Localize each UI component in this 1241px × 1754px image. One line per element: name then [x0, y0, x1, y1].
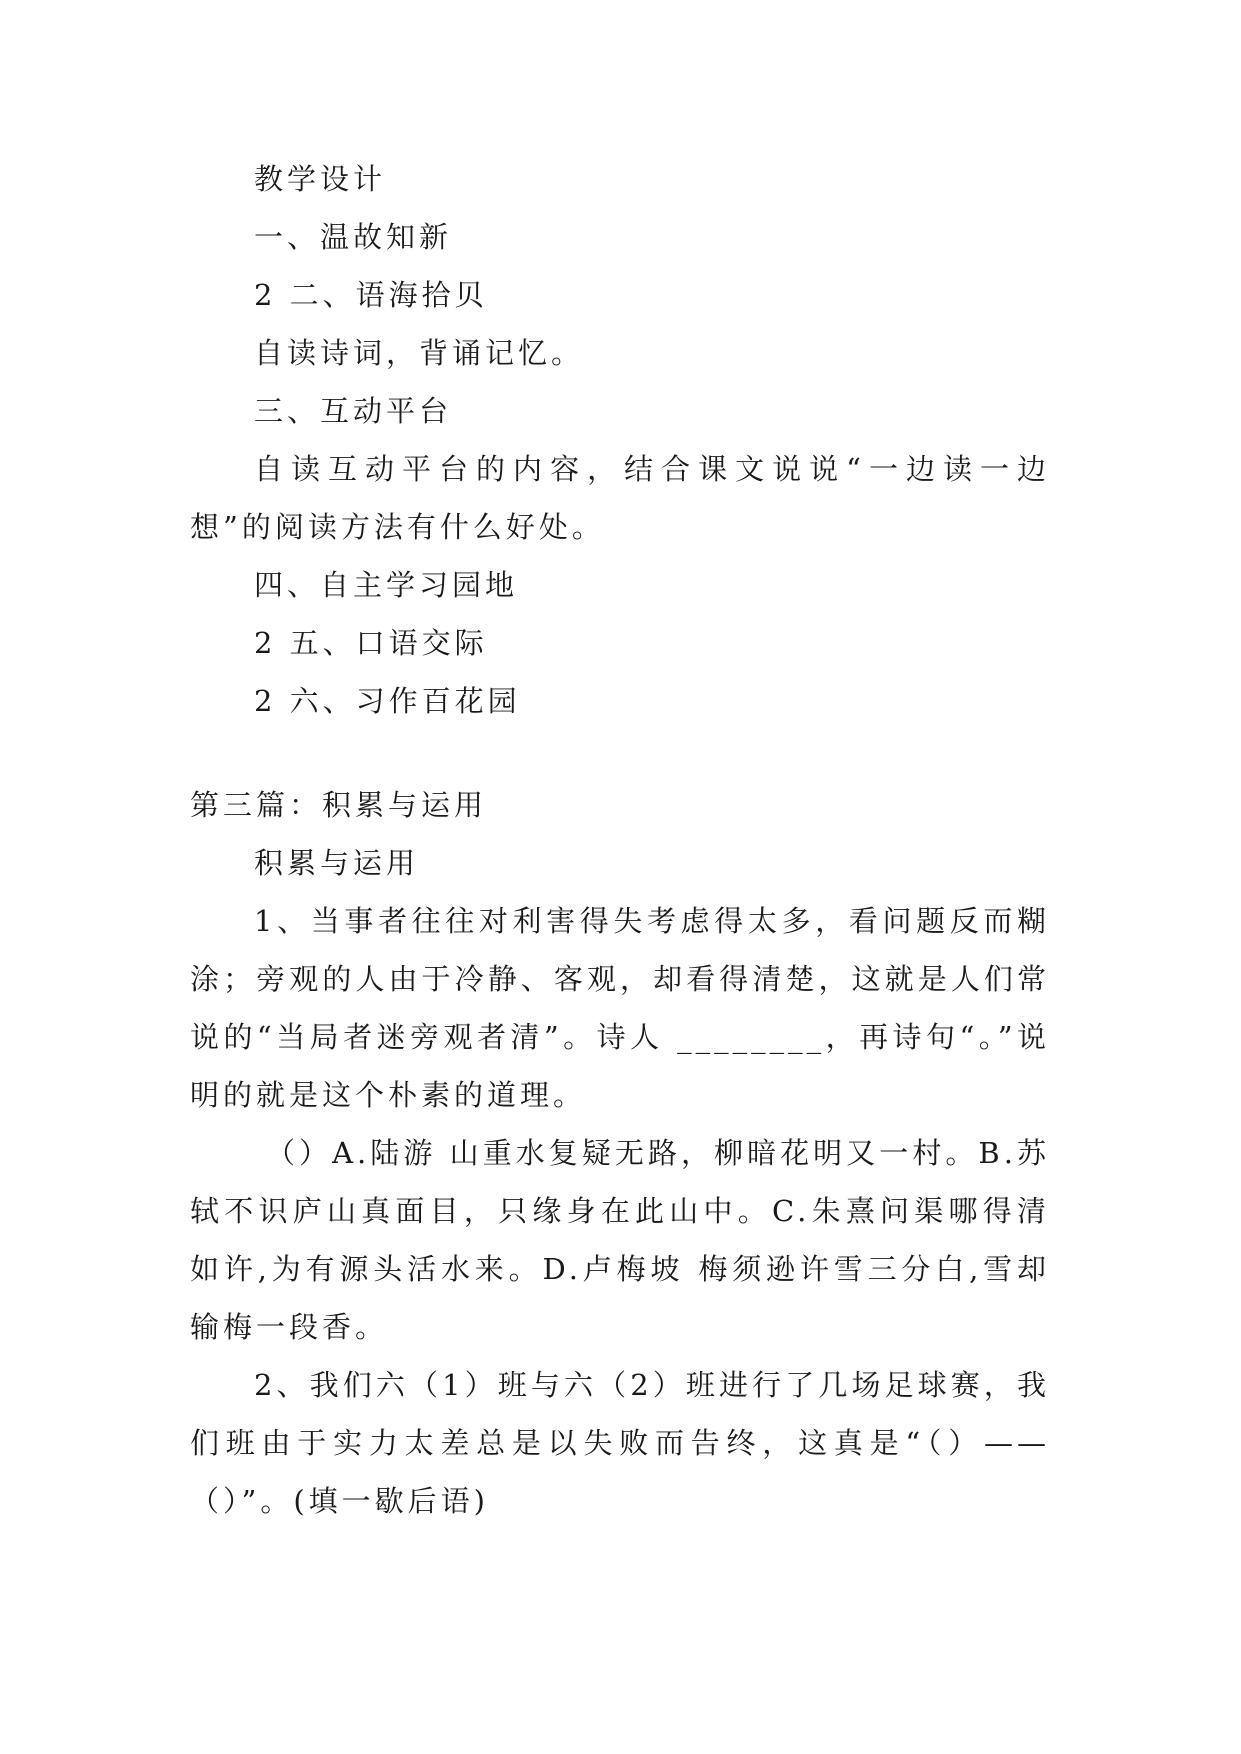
- list-item: 2 五、口语交际: [254, 626, 488, 660]
- list-item: 自读诗词，背诵记忆。: [254, 336, 585, 370]
- list-item: 自读互动平台的内容，结合课文说说“一边读一边想”的阅读方法有什么好处。: [190, 452, 1050, 544]
- list-item: 2 二、语海拾贝: [254, 278, 488, 312]
- section-title: 第三篇：积累与运用: [190, 788, 488, 822]
- question-2: 2、我们六（1）班与六（2）班进行了几场足球赛，我们班由于实力太差总是以失败而告终，这真是“（）——（）”。(填一歇后语): [190, 1368, 1050, 1518]
- list-item: 一、温故知新: [254, 220, 453, 254]
- document-page: [190, 150, 1050, 1530]
- list-item: 四、自主学习园地: [254, 568, 519, 602]
- list-item: 2 六、习作百花园: [254, 684, 521, 718]
- list-item: 三、互动平台: [254, 394, 453, 428]
- section-subtitle: 积累与运用: [254, 846, 420, 880]
- section-heading-teaching-design: 教学设计: [254, 162, 387, 196]
- question-1: 1、当事者往往对利害得失考虑得太多，看问题反而糊涂；旁观的人由于冷静、客观，却看得清楚，这就是人们常说的“当局者迷旁观者清”。诗人 ________，再诗句“。”说明的就是这个朴素的道理。: [190, 904, 1050, 1112]
- question-1-options: （）A.陆游 山重水复疑无路，柳暗花明又一村。B.苏轼不识庐山真面目，只缘身在此山中。C.朱熹问渠哪得清如许,为有源头活水来。D.卢梅坡 梅须逊许雪三分白,雪却输梅一段香。: [190, 1136, 1050, 1344]
